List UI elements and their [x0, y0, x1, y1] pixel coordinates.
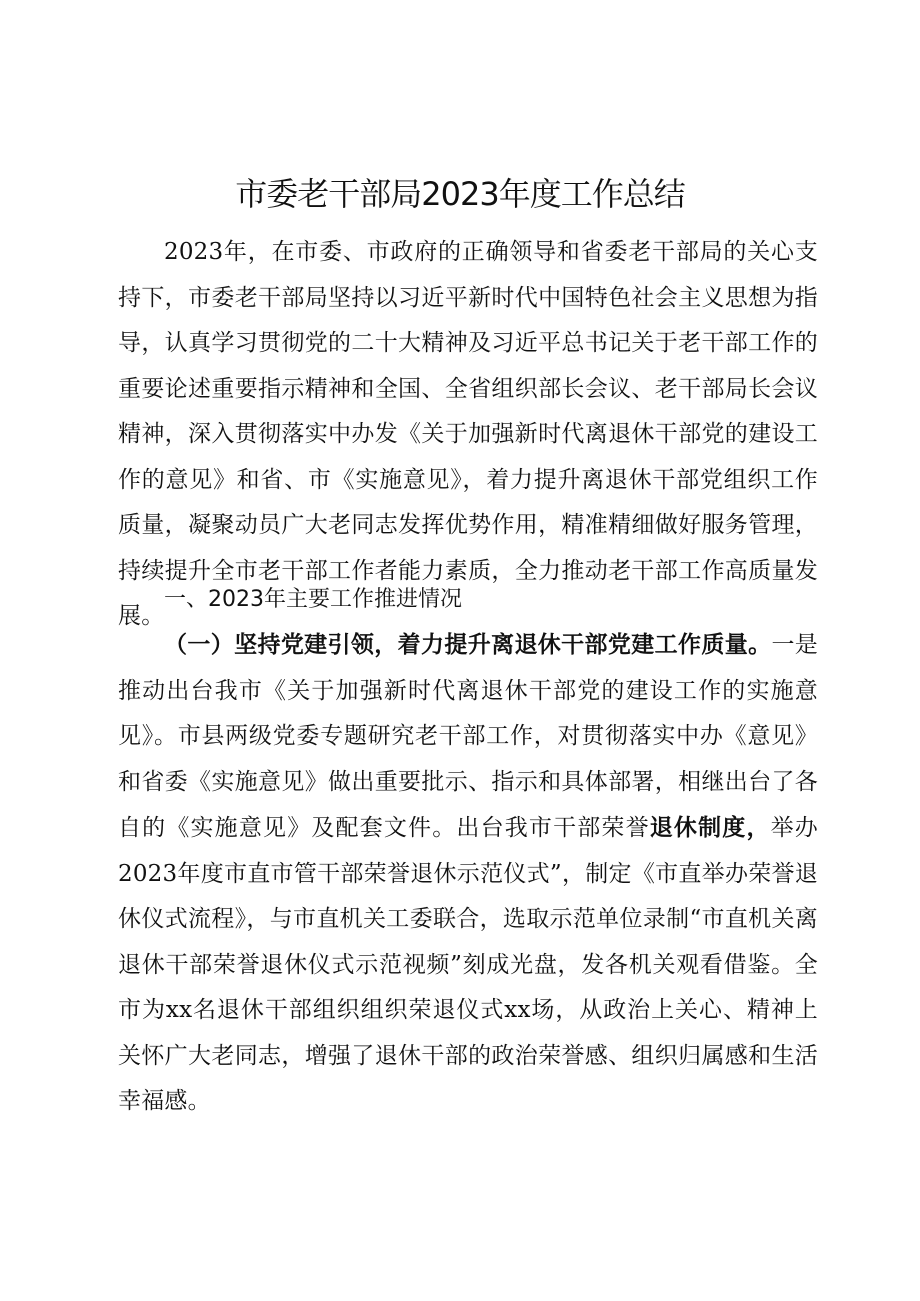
document-title: 市委老干部局2023年度工作总结 — [235, 175, 685, 213]
subsection-bold-lead: （一）坚持党建引领，着力提升离退休干部党建工作质量。 — [164, 631, 772, 658]
subsection-paragraph — [118, 622, 818, 1125]
subsection-bold-inline: 退休制度， — [649, 814, 771, 841]
subsection-text-part2: 举办2023年度市直市管干部荣誉退休示范仪式”，制定《市直举办荣誉退休仪式流程》，与市直机关工委联合，选取示范单位录制“市直机关离退休干部荣誉退休仪式示范视频”刻成光盘，发各机关观看借鉴。全市为xx名退休干部组织组织荣退仪式xx场，从政治上关心、精神上关怀广大老同志，增强了退休干部的政治荣誉感、组织归属感和生活幸福感。 — [118, 815, 818, 1114]
section-heading: 一、2023年主要工作推进情况 — [164, 587, 462, 612]
intro-paragraph: 2023年，在市委、市政府的正确领导和省委老干部局的关心支持下，市委老干部局坚持以习近平新时代中国特色社会主义思想为指导，认真学习贯彻党的二十大精神及习近平总书记关于老干部工作的重要论述重要指示精神和全国、全省组织部长会议、老干部局长会议精神，深入贯彻落实中办发《关于加强新时代离退休干部党的建设工作的意见》和省、市《实施意见》，着力提升离退休干部党组织工作质量，凝聚动员广大老同志发挥优势作用，精准精细做好服务管理，持续提升全市老干部工作者能力素质，全力推动老干部工作高质量发展。 — [118, 239, 818, 629]
subsection-text-part1: 一是推动出台我市《关于加强新时代离退休干部党的建设工作的实施意见》。市县两级党委专题研究老干部工作，对贯彻落实中办《意见》和省委《实施意见》做出重要批示、指示和具体部署，相继出台了各自的《实施意见》及配套文件。出台我市干部荣誉 — [118, 632, 819, 841]
